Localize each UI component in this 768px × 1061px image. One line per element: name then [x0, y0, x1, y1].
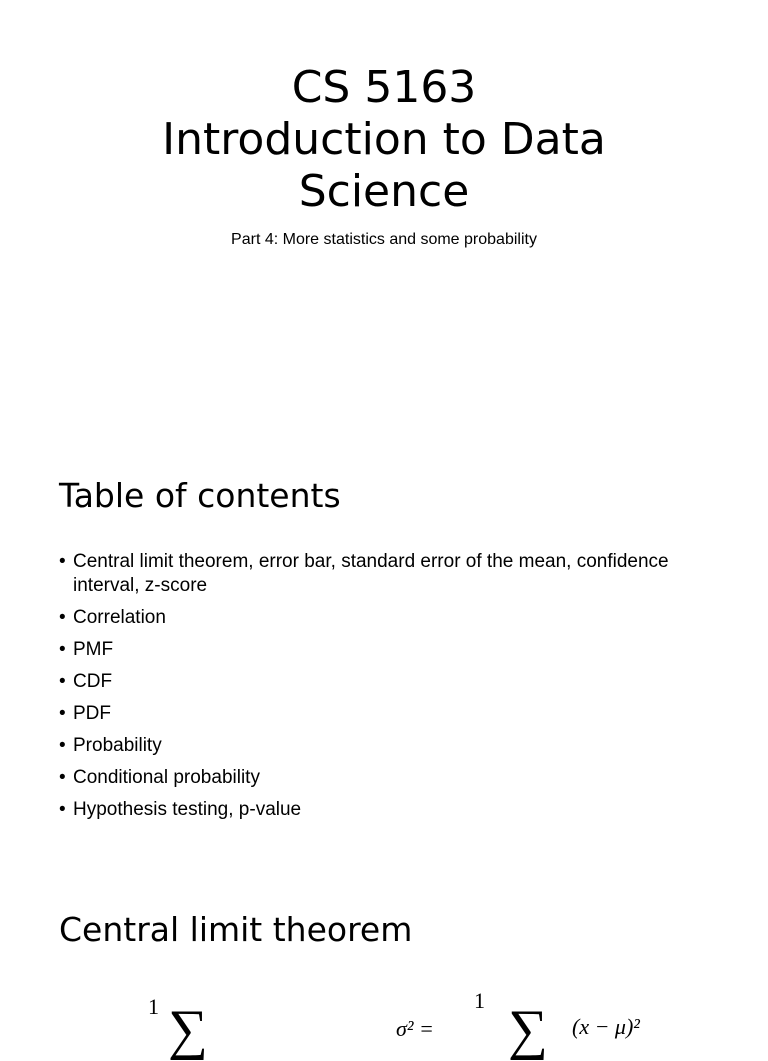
bullet-icon: • [59, 607, 66, 628]
list-item-text: Hypothesis testing, p-value [73, 799, 302, 820]
formula-term: (x − μ)² [572, 1014, 640, 1039]
bullet-icon: • [59, 703, 66, 724]
list-item-text: CDF [73, 671, 113, 692]
list-item-text: Conditional probability [73, 767, 260, 788]
bullet-icon: • [59, 671, 66, 692]
title-line-3: Science [298, 166, 470, 217]
list-item [59, 550, 699, 598]
formula-fraction-numerator: 1 [148, 994, 159, 1019]
formula-variance: σ² = [396, 1016, 434, 1041]
list-item [59, 670, 699, 694]
formula-fraction-numerator-2: 1 [474, 988, 485, 1013]
list-item-text: PDF [73, 703, 111, 724]
clt-slide [0, 860, 768, 1061]
title-slide [0, 0, 768, 420]
bullet-icon: • [59, 799, 66, 820]
title-line-2: Introduction to Data [162, 114, 606, 165]
list-item [59, 606, 699, 630]
bullet-icon: • [59, 639, 66, 660]
toc-list [59, 550, 699, 830]
formula-sigma-2: ∑ [508, 999, 548, 1061]
title-line-1: CS 5163 [291, 62, 477, 113]
list-item [59, 702, 699, 726]
toc-slide [0, 420, 768, 860]
list-item-text: Central limit theorem, error bar, standard error of the mean, confidence interval, z-score [73, 551, 669, 596]
formula [148, 984, 708, 1061]
list-item-text: Probability [73, 735, 162, 756]
list-item-text: Correlation [73, 607, 166, 628]
list-item [59, 734, 699, 758]
subtitle: Part 4: More statistics and some probability [231, 231, 537, 248]
clt-heading: Central limit theorem [59, 910, 413, 949]
formula-sigma: ∑ [168, 999, 208, 1061]
list-item [59, 798, 699, 822]
main-title [0, 62, 768, 218]
list-item [59, 766, 699, 790]
bullet-icon: • [59, 767, 66, 788]
list-item [59, 638, 699, 662]
bullet-icon: • [59, 551, 66, 572]
toc-heading: Table of contents [59, 476, 341, 515]
list-item-text: PMF [73, 639, 114, 660]
bullet-icon: • [59, 735, 66, 756]
